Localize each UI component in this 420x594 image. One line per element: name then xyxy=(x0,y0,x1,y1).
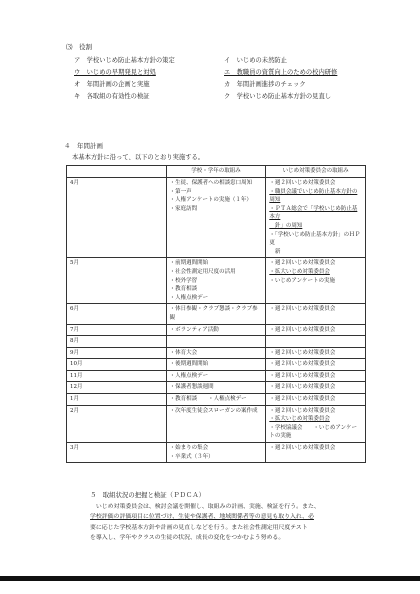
committee-item: ・週２回いじめ対策委員会 xyxy=(269,372,336,379)
role-item: ク 学校いじめ防止基本方針の見直し xyxy=(224,93,332,100)
section3-heading: ⑶ 役割 xyxy=(66,43,92,51)
table-row xyxy=(67,347,366,359)
committee-cell xyxy=(266,394,366,406)
month-cell: 8月 xyxy=(67,336,167,348)
role-item: ウ いじめの早期発見と対処 xyxy=(74,69,156,76)
committee-cell xyxy=(266,304,366,324)
school-item: ・人権アンケートの実施（１年） xyxy=(169,197,252,204)
committee-cell xyxy=(266,443,366,463)
month-cell: 4月 xyxy=(67,178,167,258)
school-item: ・第一声 xyxy=(169,188,192,195)
section5-line xyxy=(90,502,380,512)
role-item: イ いじめの未然防止 xyxy=(224,57,287,64)
school-item: ・次年度生徒会スローガンの案作成 xyxy=(169,407,258,414)
committee-item: ・週２回いじめ対策委員会 xyxy=(269,384,336,391)
committee-item: ・週２回いじめ対策委員会 xyxy=(269,349,336,356)
school-cell xyxy=(166,382,266,394)
school-item: ・体日参観・クラブ懇談・クラブ参観 xyxy=(169,306,258,321)
month-cell: 5月 xyxy=(67,258,167,304)
role-item: オ 年間計画の企画と実施 xyxy=(74,81,150,88)
role-row xyxy=(74,79,374,91)
committee-item: ・週２回いじめ対策委員会 xyxy=(269,445,336,452)
committee-item: ・「学校いじめ防止基本方針」のＨＰ更 xyxy=(269,231,361,247)
section4-subtitle: 本基本方針に沿って、以下のとおり実施する。 xyxy=(72,154,205,161)
table-row xyxy=(67,336,366,348)
annual-plan-table xyxy=(66,165,366,463)
school-item: ・生徒、保護者への相談窓口周知 xyxy=(169,180,253,186)
committee-item: ・拡大いじめ対策委員会 xyxy=(269,416,330,423)
section5-line-text: 学校評価の評価項目に位置づけ、生徒や保護者、地域関係者等の意見も取り入れ、必 xyxy=(90,514,314,521)
table-row xyxy=(67,359,366,371)
month-cell: 11月 xyxy=(67,370,167,382)
school-cell xyxy=(166,359,266,371)
school-item: ・人権点検デー xyxy=(169,372,209,379)
committee-item: ・週２回いじめ対策委員会 xyxy=(269,361,336,368)
school-item: ・教育相談 ・人権点検デー xyxy=(169,396,247,403)
committee-header: いじめ対策委員会の取組み xyxy=(266,166,366,178)
school-cell xyxy=(166,405,266,442)
role-row xyxy=(74,67,374,79)
committee-item: ・週２回いじめ対策委員会 xyxy=(269,306,336,313)
school-cell xyxy=(166,443,266,463)
committee-cell xyxy=(266,347,366,359)
committee-cell xyxy=(266,178,366,258)
committee-item: 新 xyxy=(269,248,281,255)
month-cell: 3月 xyxy=(67,443,167,463)
section5-line-text: を導入し、学年やクラスの生徒の状況、成長の変化をつかむよう努める。 xyxy=(90,535,285,542)
section4-heading: ４ 年間計画 xyxy=(64,142,103,150)
school-cell xyxy=(166,336,266,348)
section5-body xyxy=(90,502,380,544)
committee-cell xyxy=(266,359,366,371)
month-cell: 7月 xyxy=(67,324,167,336)
committee-cell xyxy=(266,324,366,336)
committee-item: ・週２回いじめ対策委員会 xyxy=(269,326,336,333)
table-header-row xyxy=(67,166,366,178)
school-item: ・人権点検デー xyxy=(169,294,209,301)
committee-item: ・週２回いじめ対策委員会 xyxy=(269,396,336,403)
table-row xyxy=(67,394,366,406)
school-item: ・体育大会 xyxy=(169,349,198,356)
section5-line xyxy=(90,523,380,533)
school-cell xyxy=(166,324,266,336)
school-cell xyxy=(166,370,266,382)
school-item: ・教育相談 xyxy=(169,286,198,293)
committee-item: ・ＰＴＡ総会で「学校いじめ防止基本方 xyxy=(269,205,358,221)
committee-item: ・いじめアンケートの実施 xyxy=(269,277,335,284)
school-item: ・後期週間開始 xyxy=(169,361,209,368)
role-item: キ 各取組の有効性の検証 xyxy=(74,93,150,100)
role-item: ア 学校いじめ防止基本方針の策定 xyxy=(74,57,175,64)
table-row xyxy=(67,178,366,258)
school-item: ・校外学習 xyxy=(169,277,198,284)
table-row xyxy=(67,324,366,336)
table-row xyxy=(67,443,366,463)
committee-item: 針」の周知 xyxy=(269,222,303,229)
section5-line-text: いじめ対策委員会は、検討会議を開催し、取組みの計画、実施、検証を行う。また、 xyxy=(90,504,320,510)
school-item: ・ボランティア活動 xyxy=(169,326,219,333)
month-cell: 1月 xyxy=(67,394,167,406)
table-row xyxy=(67,258,366,304)
role-row xyxy=(74,91,374,103)
school-item: ・社会性測定用尺度の活用 xyxy=(169,268,236,275)
committee-item: ・週２回いじめ対策委員会 xyxy=(269,260,336,267)
school-cell xyxy=(166,178,266,258)
school-item: ・保護者懇談週間 xyxy=(169,384,214,391)
school-cell xyxy=(166,394,266,406)
table-row xyxy=(67,405,366,442)
roles-list xyxy=(74,55,374,103)
committee-cell xyxy=(266,405,366,442)
committee-cell xyxy=(266,370,366,382)
school-cell xyxy=(166,258,266,304)
month-cell: 6月 xyxy=(67,304,167,324)
role-item: カ 年間計画進捗のチェック xyxy=(224,81,306,88)
month-cell: 2月 xyxy=(67,405,167,442)
month-cell: 9月 xyxy=(67,347,167,359)
committee-item: ・週２回いじめ対策委員会 xyxy=(269,180,336,186)
role-row xyxy=(74,55,374,67)
table-row xyxy=(67,304,366,324)
school-header: 学校・学年の取組み xyxy=(166,166,266,178)
section5-heading: ５ 取組状況の把握と検証（ＰＤＣＡ） xyxy=(90,491,206,499)
section5-line xyxy=(90,533,380,543)
table-row xyxy=(67,382,366,394)
school-item: ・家庭訪問 xyxy=(169,205,198,212)
school-item: ・始まりの集会 xyxy=(169,445,209,452)
committee-item: ・週２回いじめ対策委員会 xyxy=(269,407,336,414)
committee-cell xyxy=(266,336,366,348)
month-cell: 10月 xyxy=(67,359,167,371)
committee-item: ・学校協議会 ・いじめアンケートの実施 xyxy=(269,424,357,440)
school-cell xyxy=(166,304,266,324)
school-item: ・前期週間開始 xyxy=(169,260,209,267)
committee-cell xyxy=(266,382,366,394)
month-cell: 12月 xyxy=(67,382,167,394)
page-footer-bar xyxy=(0,576,420,581)
committee-item: ・職員会議でいじめ防止基本方針の周知 xyxy=(269,188,358,204)
committee-item: ・拡大いじめ対策委員会 xyxy=(269,268,330,275)
school-item: ・卒業式（３年） xyxy=(169,453,214,460)
committee-cell xyxy=(266,258,366,304)
role-item: エ 教職員の資質向上のための校内研修 xyxy=(224,69,338,76)
section5-line xyxy=(90,512,380,522)
table-row xyxy=(67,370,366,382)
annual-plan-body xyxy=(67,178,366,463)
school-cell xyxy=(166,347,266,359)
month-header xyxy=(67,166,167,178)
section5-line-text: 要に応じた学校基本方針や計画の見直しなどを行う。また社会性測定用尺度テスト xyxy=(90,524,308,531)
